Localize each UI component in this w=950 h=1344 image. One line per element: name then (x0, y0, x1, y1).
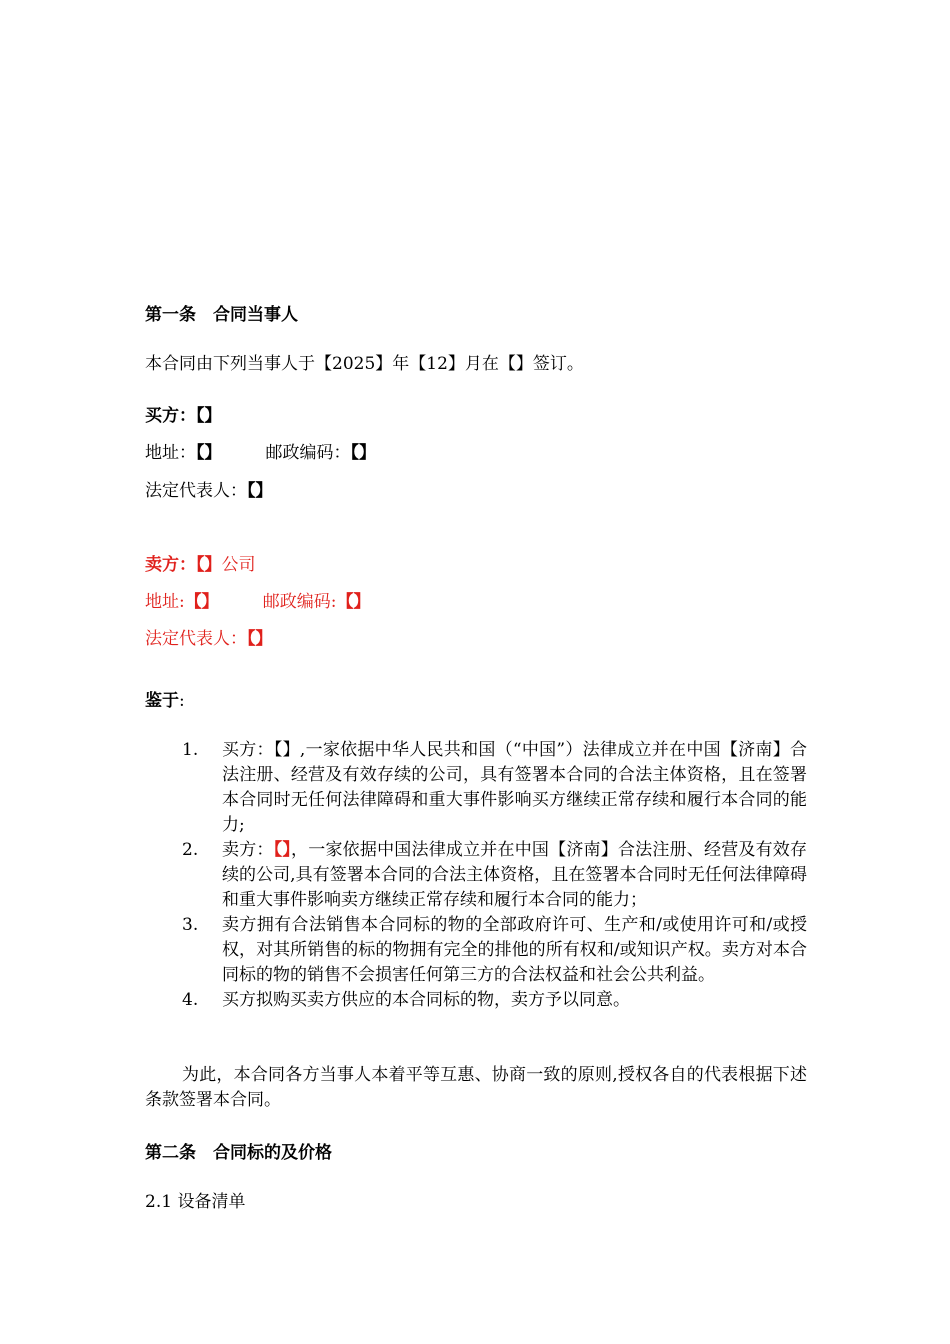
list-item-prefix: 买方：【】 (222, 740, 300, 760)
seller-name-bracket: 【】 (196, 555, 222, 575)
list-item-text: 买方拟购买卖方供应的本合同标的物，卖方予以同意。 (222, 990, 630, 1010)
buyer-name: 【】 (196, 406, 222, 426)
buyer-postcode-label: 邮政编码： (265, 443, 351, 463)
list-item-text: 卖方拥有合法销售本合同标的物的全部政府许可、生产和/或使用许可和/或授权，对其所销售的标的物拥有完全的排他的所有权和/或知识产权。卖方对本合同标的物的销售不会损害任何第三方的合法权益和社会公共利益。 (222, 915, 807, 985)
buyer-rep-label: 法定代表人： (145, 481, 247, 501)
buyer-address-line (145, 441, 376, 465)
list-item-number: 2. (182, 840, 199, 860)
list-item-text: ，一家依据中国法律成立并在中国【济南】合法注册、经营及有效存续的公司,具有签署本合同的合法主体资格，且在签署本合同时无任何法律障碍和重大事件影响卖方继续正常存续和履行本合同的能力； (222, 840, 808, 910)
buyer-address: 【】 (196, 443, 222, 463)
list-item-text: ,一家依据中华人民共和国（“中国”）法律成立并在中国【济南】合法注册、经营及有效存续的公司，具有签署本合同的合法主体资格，且在签署本合同时无任何法律障碍和重大事件影响买方继续正常存续和履行本合同的能力; (222, 740, 807, 835)
seller-rep-label: 法定代表人： (145, 629, 247, 649)
seller-address-label: 地址: (145, 592, 185, 612)
section2-subheading: 2.1 设备清单 (145, 1192, 246, 1212)
seller-address: 【】 (184, 592, 219, 612)
buyer-line (145, 404, 222, 428)
list-item-number: 4. (182, 990, 199, 1010)
seller-label: 卖方： (145, 555, 196, 575)
section1-intro: 本合同由下列当事人于【2025】年【12】月在【】签订。 (145, 354, 584, 374)
buyer-rep: 【】 (247, 481, 273, 501)
list-item-number: 3. (182, 915, 199, 935)
seller-rep: 【】 (247, 629, 273, 649)
whereas-label: 鉴于 (145, 691, 179, 711)
whereas-heading (145, 689, 185, 713)
section1-heading: 第一条 合同当事人 (145, 305, 298, 325)
seller-name-suffix: 公司 (221, 555, 256, 575)
seller-rep-line (145, 627, 273, 651)
whereas-colon: : (179, 691, 185, 711)
list-item-number: 1. (182, 740, 199, 760)
seller-line (145, 553, 256, 577)
list-item (182, 988, 807, 1013)
buyer-rep-line (145, 479, 273, 503)
whereas-list (182, 738, 807, 1013)
seller-postcode-label: 邮政编码: (262, 592, 337, 612)
list-item (182, 738, 807, 838)
buyer-postcode: 【】 (350, 443, 376, 463)
list-item (182, 838, 807, 913)
list-item-prefix: 卖方： (222, 840, 274, 860)
section2-heading: 第二条 合同标的及价格 (145, 1143, 332, 1163)
list-item-red-bracket: 【】 (273, 840, 292, 860)
buyer-address-label: 地址： (145, 443, 196, 463)
whereas-closing: 为此，本合同各方当事人本着平等互惠、协商一致的原则,授权各自的代表根据下述条款签署本合同。 (145, 1065, 807, 1110)
seller-postcode: 【】 (336, 592, 371, 612)
list-item (182, 913, 807, 988)
seller-address-line (145, 590, 370, 614)
buyer-label: 买方： (145, 406, 196, 426)
